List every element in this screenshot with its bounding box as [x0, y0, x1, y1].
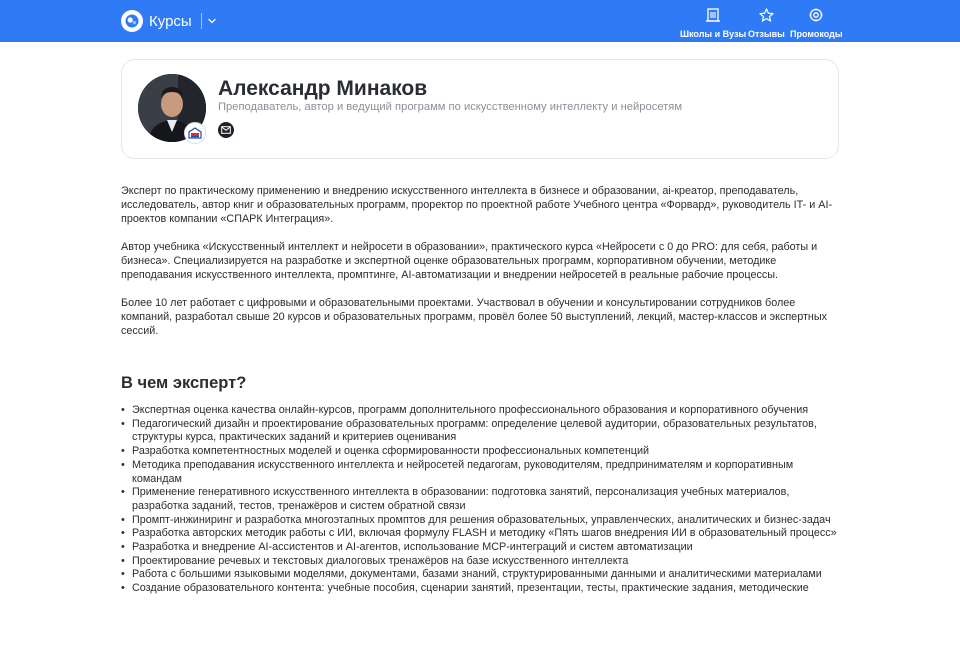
building-icon	[705, 8, 721, 27]
list-item: • Методика преподавания искусственного интеллекта и нейросетей педагогам, руководителям, предпринимателям и корпоративным командам	[121, 459, 841, 486]
bio-paragraph: Эксперт по практическому применению и внедрению искусственного интеллекта в бизнесе и образовании, ai-креатор, преподаватель, исследователь, автор книг и образовательных программ, проректор по проектной работе Учебного центра «Форвард», руководитель IT- и AI-проектов компании «СПАРК Интеграция».	[121, 185, 833, 225]
list-item: • Проектирование речевых и текстовых диалоговых тренажёров на базе искусственного интеллекта	[121, 555, 841, 569]
bio-paragraph: Более 10 лет работает с цифровыми и образовательными проектами. Участвовал в обучении и консультировании сотрудников более компаний, разработал свыше 20 курсов и образовательных программ, провёл более 50 выступлений, лекций, мастер-классов и экспертных сессий.	[121, 297, 828, 337]
bio-section	[121, 184, 839, 352]
list-item: • Промпт-инжиниринг и разработка многоэтапных промптов для решения образовательных, управленческих, аналитических и бизнес-задач	[121, 514, 841, 528]
nav-reviews[interactable]	[748, 8, 785, 39]
nav-label: Промокоды	[790, 29, 843, 39]
list-item: • Разработка компетентностных моделей и оценка сформированности профессиональных компетенций	[121, 445, 841, 459]
nav-promocodes[interactable]	[790, 8, 843, 39]
profile-name: Александр Минаков	[218, 77, 428, 100]
logo-icon	[121, 10, 143, 32]
nav-schools[interactable]	[680, 8, 746, 39]
star-icon	[759, 8, 774, 27]
mail-icon	[221, 126, 231, 134]
divider	[201, 13, 202, 29]
expertise-list	[121, 404, 841, 596]
nav-label: Школы и Вузы	[680, 29, 747, 39]
gear-icon	[809, 8, 823, 27]
top-bar	[0, 0, 960, 42]
expertise-title: В чем эксперт?	[121, 374, 247, 392]
profile-card	[121, 59, 839, 159]
list-item: • Педагогический дизайн и проектирование образовательных программ: определение целевой аудитории, образовательных результатов, структуры курса, практических заданий и критериев оценивания	[121, 418, 841, 445]
logo-badge-icon	[184, 122, 206, 144]
nav-label: Отзывы	[748, 29, 785, 39]
list-item: • Разработка авторских методик работы с ИИ, включая формулу FLASH и методику «Пять шагов внедрения ИИ в образовательный процесс»	[121, 527, 841, 541]
list-item: • Работа с большими языковыми моделями, документами, базами знаний, структурированными данными и аналитическими материалами	[121, 568, 841, 582]
profile-role: Преподаватель, автор и ведущий программ по искусственному интеллекту и нейросетям	[218, 101, 683, 113]
brand-menu[interactable]	[121, 9, 217, 33]
list-item: • Экспертная оценка качества онлайн-курсов, программ дополнительного профессионального образования и корпоративного обучения	[121, 404, 841, 418]
list-item: • Разработка и внедрение AI-ассистентов и AI-агентов, использование MCP-интеграций и систем автоматизации	[121, 541, 841, 555]
chevron-down-icon[interactable]	[207, 16, 217, 26]
list-item: • Применение генеративного искусственного интеллекта в образовании: подготовка занятий, персонализация учебных материалов, разработка заданий, тестов, тренажёров и систем обратной связи	[121, 486, 841, 513]
brand-name: Курсы	[149, 12, 192, 30]
bio-paragraph: Автор учебника «Искусственный интеллект и нейросети в образовании», практического курса «Нейросети с 0 до PRO: для себя, работы и бизнеса». Специализируется на разработке и экспертной оценке образовательных программ, корпоративном обучении, методике преподавания искусственного интеллекта, промптинге, AI-автоматизации и внедрении нейросетей в реальные рабочие процессы.	[121, 241, 818, 281]
list-item: • Создание образовательного контента: учебные пособия, сценарии занятий, презентации, тесты, практические задания, методические	[121, 582, 841, 596]
mail-button[interactable]	[218, 122, 234, 138]
